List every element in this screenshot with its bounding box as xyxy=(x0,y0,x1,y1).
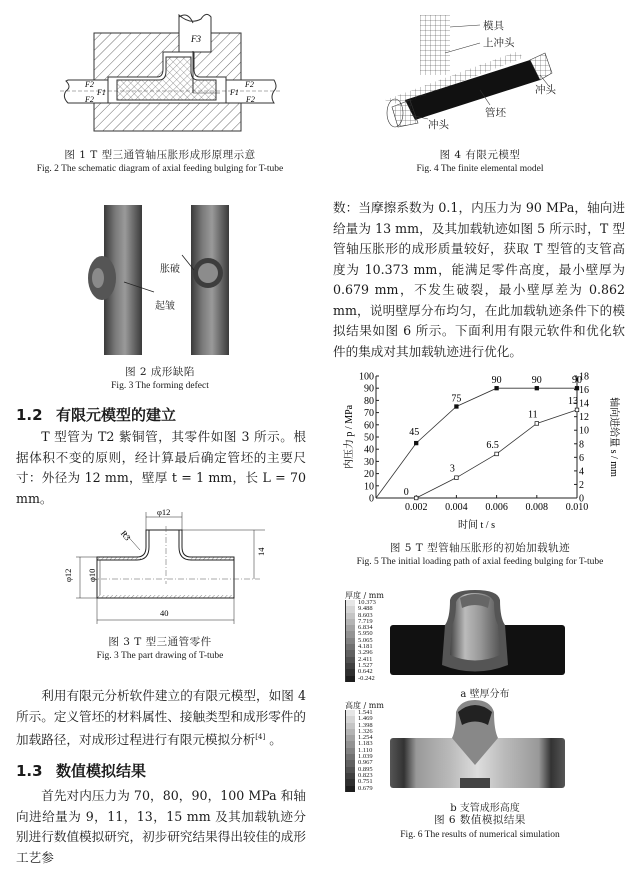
data-point xyxy=(575,408,579,412)
legend-entry xyxy=(345,786,373,792)
legend-value: 7.719 xyxy=(358,617,373,625)
y-tick-label: 100 xyxy=(359,371,374,383)
y-tick-label: 60 xyxy=(364,420,374,432)
height-legend xyxy=(345,710,373,792)
legend-value: 3.296 xyxy=(358,649,373,657)
legend-value: 0.895 xyxy=(358,765,373,773)
fig2-defect-photo xyxy=(80,200,240,360)
chart-series xyxy=(376,375,582,500)
x-tick-label: 0.006 xyxy=(485,502,508,513)
fig3-part-drawing xyxy=(40,502,270,627)
data-point xyxy=(455,476,459,480)
label-burst: 胀破 xyxy=(160,264,180,275)
section-1-3-body xyxy=(16,786,306,868)
label-f2-right-bottom: F2 xyxy=(246,95,255,104)
section-number: 1.3 xyxy=(16,762,43,780)
legend-value: 1.254 xyxy=(358,734,373,742)
legend-value: 1.541 xyxy=(358,709,373,716)
legend-value: 4.181 xyxy=(358,643,373,651)
x-tick-label: 0.008 xyxy=(525,502,549,513)
data-point xyxy=(535,386,539,390)
y2-tick-label: 2 xyxy=(579,479,584,491)
data-label: 90 xyxy=(531,375,542,387)
height-contour-plot xyxy=(390,700,620,800)
legend-value: 10.373 xyxy=(358,599,376,606)
fig5-caption-cn: 图 5 T 型管轴压胀形的初始加载轨迹 xyxy=(389,542,571,554)
legend-value: -0.242 xyxy=(358,674,375,682)
label-upper-punch: 上冲头 xyxy=(483,37,515,49)
legend-value: 0.967 xyxy=(358,759,373,767)
figure-6b xyxy=(345,700,625,814)
figure-6a xyxy=(345,590,625,700)
paragraph: T 型管为 T2 紫铜管，其零件如图 3 所示。根据体积不变的原则，经计算最后确定管坯的主要尺寸：外径为 12 mm，壁厚 t = 1 mm，长 L = 70 mm。 xyxy=(16,429,306,506)
legend-value: 1.183 xyxy=(358,740,373,748)
data-label: 75 xyxy=(451,393,462,405)
legend-swatch xyxy=(345,786,355,792)
data-point xyxy=(495,386,499,390)
label-f2-left-bottom: F2 xyxy=(85,95,94,104)
y2-tick-label: 8 xyxy=(579,439,584,451)
fig3-caption-cn: 图 3 T 型三通管零件 xyxy=(108,636,212,648)
data-label: 11 xyxy=(527,409,538,421)
y2-axis-label: 轴向进给量 s / mm xyxy=(608,397,619,477)
paragraph-end: 。 xyxy=(265,732,282,748)
label-f2-left-top: F2 xyxy=(85,80,94,89)
section-title: 数值模拟结果 xyxy=(56,762,147,780)
dim-inner-dia: φ10 xyxy=(87,568,97,582)
data-label: 13 xyxy=(568,395,578,407)
legend-value: 8.603 xyxy=(358,611,373,619)
legend-value: 2.411 xyxy=(358,655,373,663)
fig5-caption-en: Fig. 5 The initial loading path of axial feeding bulging for T-tube xyxy=(356,557,604,567)
data-point xyxy=(414,441,418,445)
data-label: 45 xyxy=(409,427,420,439)
dim-branch-dia: φ12 xyxy=(157,507,171,517)
legend-value: 9.488 xyxy=(358,605,373,613)
legend-value: 1.039 xyxy=(358,753,373,761)
paragraph: 数：当摩擦系数为 0.1，内压力为 90 MPa，轴向进给量为 13 mm，及其加载轨迹如图 5 所示时，T 型管轴压胀形的成形质量较好，获取 T 型管的支管高度为 10.373 mm，能满足零件高度，最小壁厚为 0.679 mm，不发生破裂，最小壁厚差为 0.862 mm，说明壁厚分布均匀，在此加载轨迹条件下的模拟结果如图 6 所示。下面利用有限元软件和优化软件的集成对其加载轨迹进行优化。 xyxy=(333,200,625,359)
data-label: 6.5 xyxy=(486,439,499,451)
label-f2-right-top: F2 xyxy=(245,80,254,89)
citation-link[interactable]: [4] xyxy=(255,733,266,741)
section-title: 有限元模型的建立 xyxy=(56,406,177,424)
legend-title-thickness: 厚度 / mm xyxy=(345,591,384,600)
legend-value: 1.469 xyxy=(358,715,373,723)
dim-length: 40 xyxy=(160,608,169,618)
dim-radius: R3 xyxy=(118,528,133,543)
data-label: 90 xyxy=(572,375,582,387)
fig2-caption-cn: 图 2 成形缺陷 xyxy=(125,366,195,378)
section-number: 1.2 xyxy=(16,406,43,424)
section-1-3-heading xyxy=(16,760,146,781)
data-point xyxy=(575,386,579,390)
y2-tick-label: 12 xyxy=(579,412,589,424)
legend-value: 1.110 xyxy=(358,746,373,754)
dim-outer-dia: φ12 xyxy=(63,568,73,582)
section-1-2-heading xyxy=(16,404,176,425)
legend-value: 1.527 xyxy=(358,661,373,669)
data-label: 0 xyxy=(403,487,409,498)
y2-tick-label: 18 xyxy=(579,371,589,383)
y-tick-label: 0 xyxy=(369,493,374,505)
label-f1-left: F1 xyxy=(97,88,106,97)
label-right-punch: 冲头 xyxy=(535,84,556,96)
legend-value: 0.679 xyxy=(358,784,373,792)
legend-entry xyxy=(345,676,376,682)
y2-tick-label: 16 xyxy=(579,385,589,397)
y2-tick-label: 0 xyxy=(579,493,584,505)
legend-value: 1.398 xyxy=(358,721,373,729)
x-tick-label: 0.002 xyxy=(404,502,428,513)
fig4-caption-en: Fig. 4 The finite elemental model xyxy=(416,164,544,174)
section-1-2-body xyxy=(16,427,306,509)
label-tube-blank: 管坯 xyxy=(485,107,506,119)
paragraph-fig4-reference xyxy=(16,686,306,751)
y-axis-label: 内压力 p / MPa xyxy=(344,404,355,470)
legend-title-height: 高度 / mm xyxy=(345,701,384,710)
legend-value: 0.751 xyxy=(358,778,373,786)
fig6b-subcaption: b 支管成形高度 xyxy=(450,803,520,814)
legend-value: 0.823 xyxy=(358,771,373,779)
fig3-caption-en: Fig. 3 The part drawing of T-tube xyxy=(96,651,224,661)
data-label: 3 xyxy=(449,463,455,475)
fig4-caption-cn: 图 4 有限元模型 xyxy=(439,149,521,161)
fig4-fe-model xyxy=(380,5,580,130)
fig2-caption-en: Fig. 3 The forming defect xyxy=(111,381,209,391)
figure-1 xyxy=(60,5,280,140)
series-line-0 xyxy=(376,388,577,498)
legend-value: 5.065 xyxy=(358,636,373,644)
y2-tick-label: 10 xyxy=(579,425,589,437)
fig1-caption-cn: 图 1 T 型三通管轴压胀形成形原理示意 xyxy=(64,149,256,161)
figure-3 xyxy=(40,502,270,627)
fig6a-subcaption: a 壁厚分布 xyxy=(460,689,510,700)
label-left-punch: 冲头 xyxy=(428,119,449,131)
figure-5-chart xyxy=(340,368,620,538)
right-column-paragraph xyxy=(333,198,625,362)
y2-tick-label: 6 xyxy=(579,452,584,464)
figure-2 xyxy=(80,200,240,360)
y2-tick-label: 4 xyxy=(579,466,584,478)
y-tick-label: 50 xyxy=(364,432,374,444)
x-axis-label: 时间 t / s xyxy=(458,520,495,531)
legend-value: 5.950 xyxy=(358,630,373,638)
x-tick-label: 0.004 xyxy=(445,502,468,513)
y-tick-label: 80 xyxy=(364,395,374,407)
y-tick-label: 10 xyxy=(364,481,374,493)
y-tick-label: 70 xyxy=(364,408,374,420)
chart-axes xyxy=(359,372,589,514)
figure-4 xyxy=(380,5,580,130)
loading-path-chart xyxy=(340,368,620,538)
y-tick-label: 20 xyxy=(364,469,374,481)
thickness-contour-plot xyxy=(390,590,620,685)
data-point xyxy=(535,422,539,426)
die-mesh xyxy=(420,15,450,75)
y2-tick-label: 14 xyxy=(579,398,589,410)
y-tick-label: 90 xyxy=(364,383,374,395)
legend-value: 6.834 xyxy=(358,624,373,632)
fig6-caption-cn: 图 6 数值模拟结果 xyxy=(434,814,526,826)
label-wrinkle: 起皱 xyxy=(155,301,175,312)
thickness-legend xyxy=(345,600,376,682)
label-die: 模具 xyxy=(483,20,504,32)
legend-swatch xyxy=(345,676,355,682)
legend-value: 0.642 xyxy=(358,668,373,676)
data-label: 90 xyxy=(491,375,502,387)
y-tick-label: 30 xyxy=(364,456,374,468)
dim-height: 14 xyxy=(256,547,266,556)
legend-value: 1.326 xyxy=(358,727,373,735)
data-point xyxy=(414,496,418,500)
label-f3: F3 xyxy=(191,34,201,44)
paragraph: 首先对内压力为 70，80，90，100 MPa 和轴向进给量为 9，11，13，15 mm 及其加载轨迹分别进行数值模拟研究，初步研究结果得出较佳的成形工艺参 xyxy=(16,788,306,865)
fig1-schematic-drawing xyxy=(60,5,280,140)
fig1-caption-en: Fig. 2 The schematic diagram of axial feeding bulging for T-tube xyxy=(36,164,284,174)
data-point xyxy=(495,452,499,456)
label-f1-right: F1 xyxy=(230,88,239,97)
data-point xyxy=(455,405,459,409)
y-tick-label: 40 xyxy=(364,444,374,456)
paragraph-text: 利用有限元分析软件建立的有限元模型，如图 4 所示。定义管坯的材料属性、接触类型和成形零件的加载路径，对成形过程进行有限元模拟分析 xyxy=(16,688,306,748)
fig6-caption-en: Fig. 6 The results of numerical simulation xyxy=(400,830,560,840)
x-tick-label: 0.010 xyxy=(565,502,589,513)
